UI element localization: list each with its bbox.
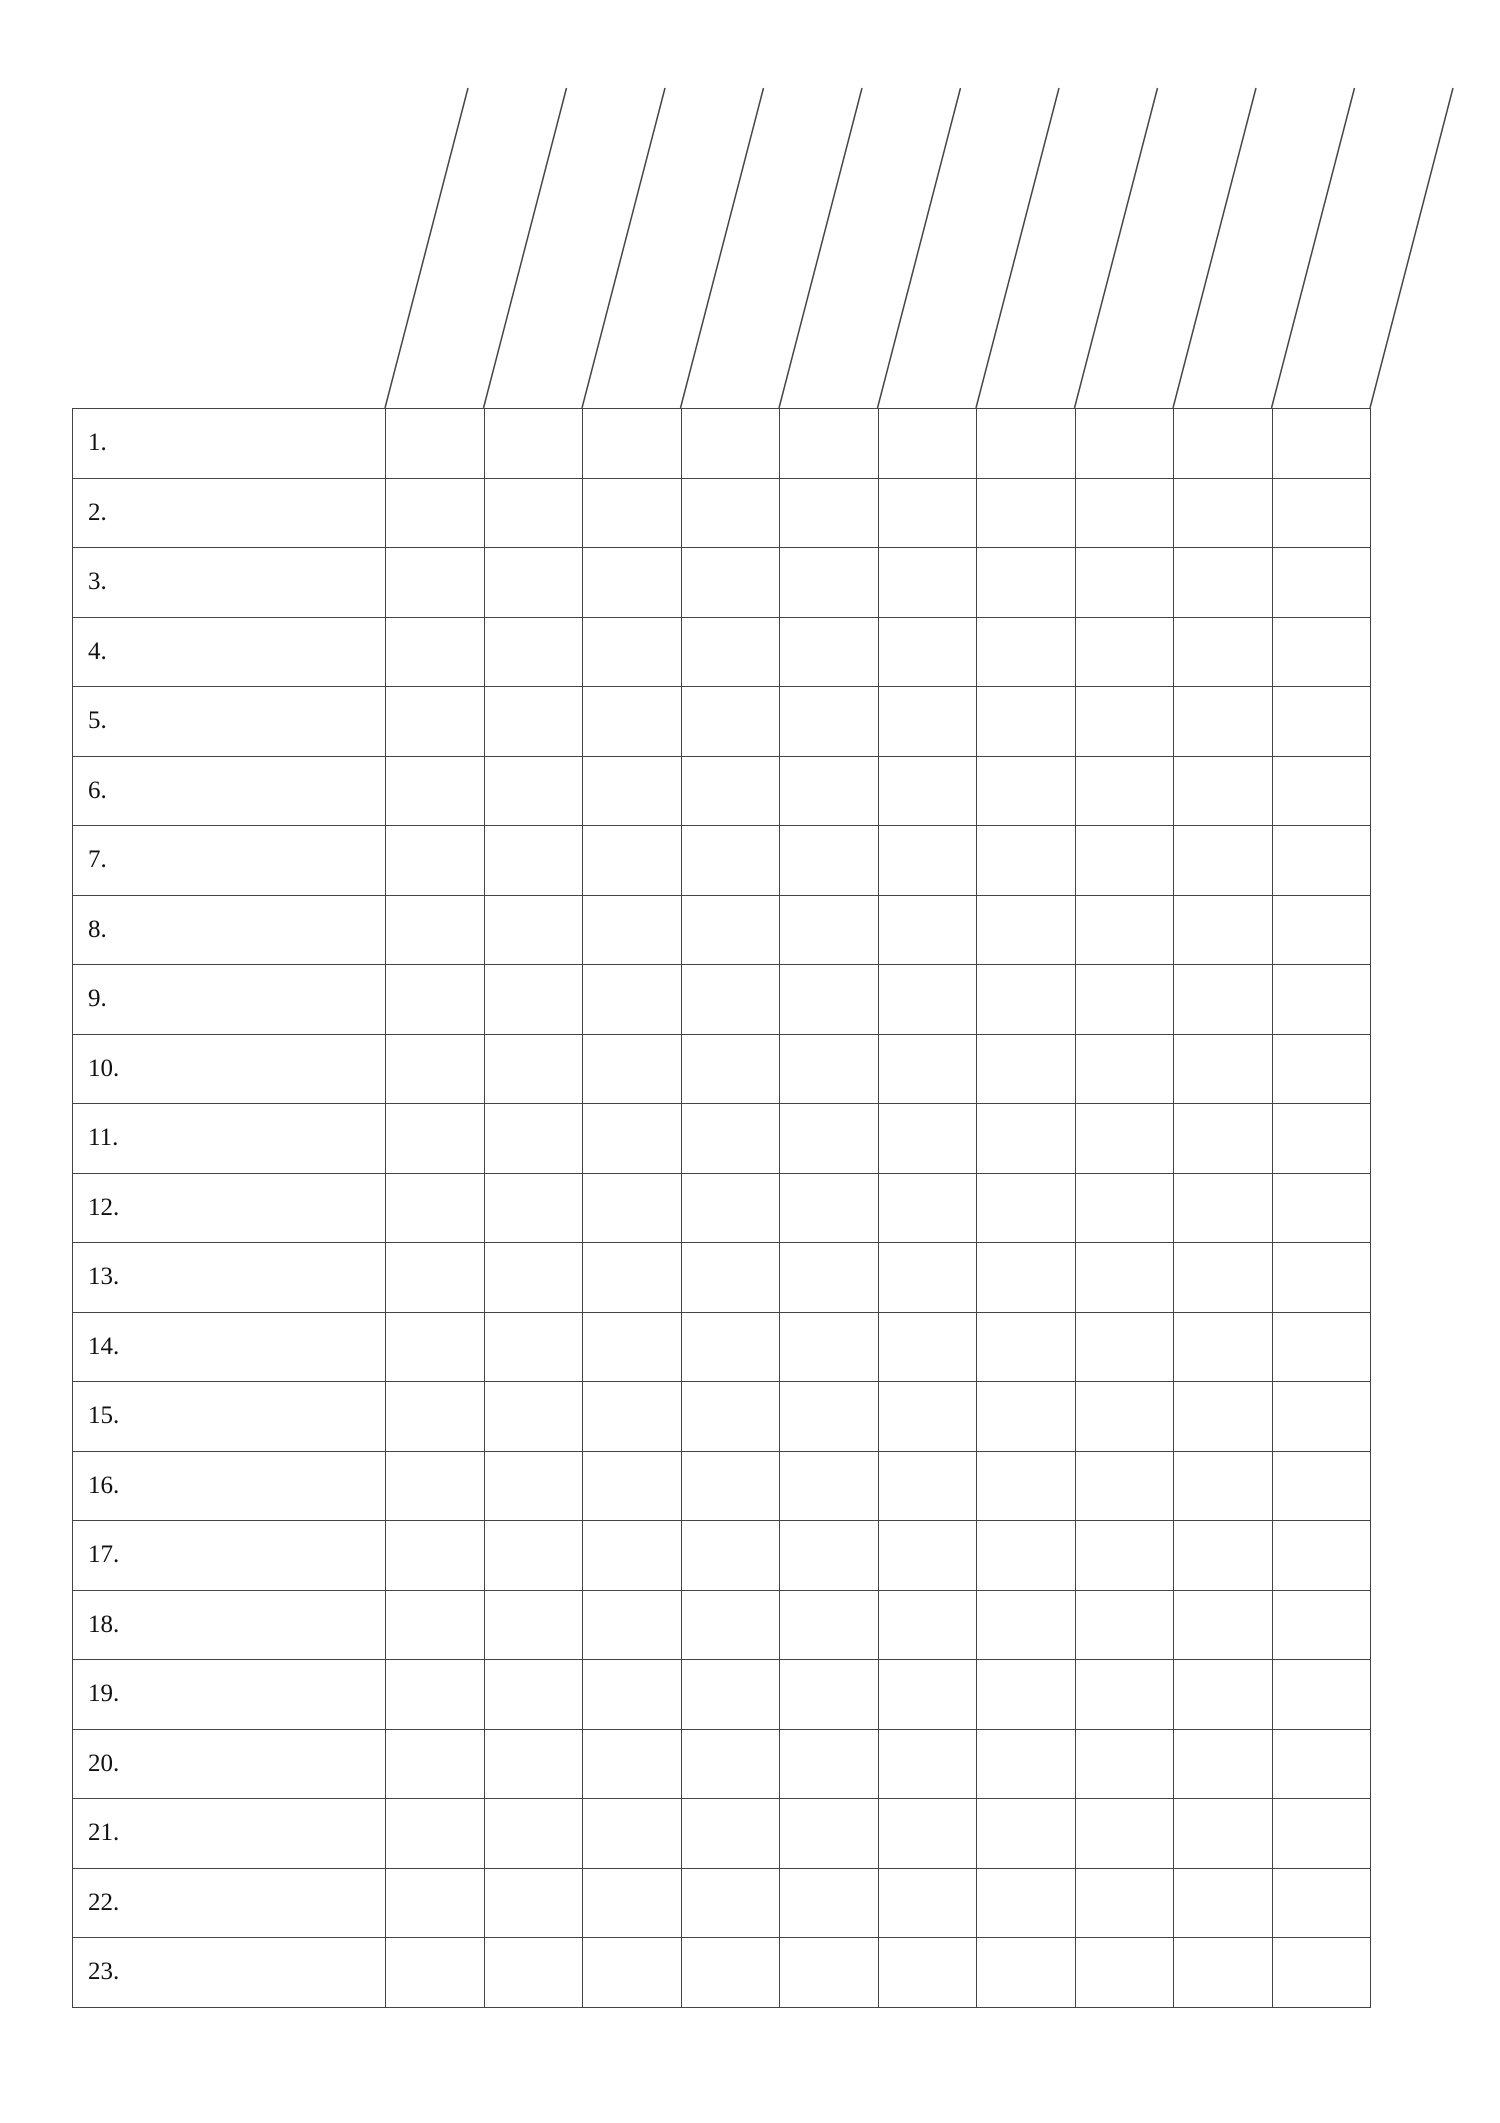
grid-cell[interactable] — [878, 687, 977, 757]
grid-cell[interactable] — [583, 1451, 682, 1521]
grid-cell[interactable] — [484, 1382, 583, 1452]
grid-cell[interactable] — [583, 1799, 682, 1869]
grid-cell[interactable] — [878, 1521, 977, 1591]
grid-cell[interactable] — [977, 895, 1076, 965]
grid-cell[interactable] — [583, 409, 682, 479]
column-header-divider — [681, 88, 764, 408]
grid-cell[interactable] — [1075, 548, 1174, 618]
grid-cell[interactable] — [386, 965, 485, 1035]
grid-cell[interactable] — [1075, 1243, 1174, 1313]
grid-cell[interactable] — [1075, 756, 1174, 826]
row-label: 15. — [73, 1382, 386, 1452]
grid-cell[interactable] — [484, 1590, 583, 1660]
grid-cell[interactable] — [1272, 1312, 1371, 1382]
grid-cell[interactable] — [878, 478, 977, 548]
grid-cell[interactable] — [977, 687, 1076, 757]
grid-cell[interactable] — [1174, 1521, 1273, 1591]
table-row — [73, 826, 1371, 896]
grid-cell[interactable] — [1075, 1382, 1174, 1452]
grid-cell[interactable] — [681, 1590, 780, 1660]
grid-cell[interactable] — [780, 1104, 879, 1174]
table-row — [73, 478, 1371, 548]
grid-cell[interactable] — [583, 617, 682, 687]
grid-cell[interactable] — [484, 1312, 583, 1382]
table-row — [73, 1034, 1371, 1104]
row-label: 13. — [73, 1243, 386, 1313]
grid-cell[interactable] — [583, 1382, 682, 1452]
grid-cell[interactable] — [878, 617, 977, 687]
table-row — [73, 1382, 1371, 1452]
table-row — [73, 1799, 1371, 1869]
table-row — [73, 1521, 1371, 1591]
grid-cell[interactable] — [583, 1243, 682, 1313]
grid-cell[interactable] — [484, 895, 583, 965]
table-row — [73, 1938, 1371, 2008]
grid-cell[interactable] — [681, 1312, 780, 1382]
grid-cell[interactable] — [583, 1590, 682, 1660]
row-label: 11. — [73, 1104, 386, 1174]
grid-cell[interactable] — [386, 1729, 485, 1799]
grid-cell[interactable] — [780, 617, 879, 687]
grid-cell[interactable] — [386, 1451, 485, 1521]
row-label: 10. — [73, 1034, 386, 1104]
grid-cell[interactable] — [878, 965, 977, 1035]
grid-cell[interactable] — [681, 826, 780, 896]
grid-cell[interactable] — [1174, 1729, 1273, 1799]
grid-cell[interactable] — [1272, 687, 1371, 757]
grid-cell[interactable] — [1174, 756, 1273, 826]
grid-cell[interactable] — [681, 478, 780, 548]
grid-cell[interactable] — [681, 1382, 780, 1452]
grid-cell[interactable] — [583, 965, 682, 1035]
grid-cell[interactable] — [780, 1729, 879, 1799]
grid-cell[interactable] — [780, 478, 879, 548]
grid-cell[interactable] — [977, 1590, 1076, 1660]
grid-cell[interactable] — [780, 548, 879, 618]
grid-cell[interactable] — [484, 1034, 583, 1104]
grid-cell[interactable] — [1075, 409, 1174, 479]
grid-cell[interactable] — [977, 409, 1076, 479]
row-label: 5. — [73, 687, 386, 757]
table-row — [73, 409, 1371, 479]
grid-cell[interactable] — [681, 756, 780, 826]
grid-cell[interactable] — [1174, 1799, 1273, 1869]
grid-cell[interactable] — [1174, 1243, 1273, 1313]
grid-cell[interactable] — [583, 826, 682, 896]
grid-cell[interactable] — [681, 548, 780, 618]
grid-cell[interactable] — [583, 1868, 682, 1938]
grid-cell[interactable] — [1174, 1590, 1273, 1660]
grid-cell[interactable] — [681, 617, 780, 687]
grid-cell[interactable] — [1075, 1729, 1174, 1799]
table-row — [73, 1451, 1371, 1521]
grid-cell[interactable] — [484, 965, 583, 1035]
grid-cell[interactable] — [780, 1868, 879, 1938]
table-row — [73, 965, 1371, 1035]
grid-cell[interactable] — [681, 1729, 780, 1799]
grid-cell[interactable] — [484, 826, 583, 896]
grid-cell[interactable] — [583, 687, 682, 757]
column-header-divider — [1173, 88, 1256, 408]
grid-cell[interactable] — [681, 965, 780, 1035]
grid-cell[interactable] — [977, 1382, 1076, 1452]
grid-cell[interactable] — [1272, 756, 1371, 826]
grid-cell[interactable] — [1272, 617, 1371, 687]
grid-cell[interactable] — [1272, 1938, 1371, 2008]
grid-cell[interactable] — [386, 1312, 485, 1382]
column-header-divider — [878, 88, 961, 408]
grid-cell[interactable] — [681, 1868, 780, 1938]
grid-cell[interactable] — [977, 1660, 1076, 1730]
grid-cell[interactable] — [1174, 409, 1273, 479]
grid-cell[interactable] — [386, 1799, 485, 1869]
grid-cell[interactable] — [1174, 1868, 1273, 1938]
grid-cell[interactable] — [977, 756, 1076, 826]
grid-cell[interactable] — [780, 1799, 879, 1869]
grid-cell[interactable] — [780, 756, 879, 826]
grid-cell[interactable] — [977, 1729, 1076, 1799]
grid-cell[interactable] — [1075, 1173, 1174, 1243]
grid-cell[interactable] — [1272, 478, 1371, 548]
grid-cell[interactable] — [386, 548, 485, 618]
table-row — [73, 895, 1371, 965]
grid-cell[interactable] — [583, 1521, 682, 1591]
grid-cell[interactable] — [780, 1521, 879, 1591]
grid-cell[interactable] — [1174, 548, 1273, 618]
grid-cell[interactable] — [878, 826, 977, 896]
grid-cell[interactable] — [484, 617, 583, 687]
row-label: 3. — [73, 548, 386, 618]
grid-cell[interactable] — [878, 1590, 977, 1660]
table-row — [73, 1104, 1371, 1174]
grid-cell[interactable] — [1075, 895, 1174, 965]
row-label: 12. — [73, 1173, 386, 1243]
grid-cell[interactable] — [1075, 617, 1174, 687]
grid-cell[interactable] — [583, 1938, 682, 2008]
grid-cell[interactable] — [583, 756, 682, 826]
grid-cell[interactable] — [386, 1382, 485, 1452]
grid-cell[interactable] — [1272, 1451, 1371, 1521]
grid-cell[interactable] — [1075, 1660, 1174, 1730]
grid-cell[interactable] — [780, 1034, 879, 1104]
grid-body — [73, 409, 1371, 2008]
grid-cell[interactable] — [583, 548, 682, 618]
grid-cell[interactable] — [1272, 1590, 1371, 1660]
grid-cell[interactable] — [780, 1382, 879, 1452]
grid-cell[interactable] — [386, 1104, 485, 1174]
row-label: 17. — [73, 1521, 386, 1591]
grid-cell[interactable] — [977, 1938, 1076, 2008]
grid-cell[interactable] — [878, 548, 977, 618]
column-header-divider — [484, 88, 567, 408]
grid-cell[interactable] — [780, 895, 879, 965]
grid-cell[interactable] — [1174, 1451, 1273, 1521]
row-label: 23. — [73, 1938, 386, 2008]
grid-cell[interactable] — [484, 1868, 583, 1938]
grid-cell[interactable] — [1272, 548, 1371, 618]
row-label: 18. — [73, 1590, 386, 1660]
grid-cell[interactable] — [780, 1243, 879, 1313]
table-row — [73, 1173, 1371, 1243]
grid-cell[interactable] — [977, 826, 1076, 896]
grid-cell[interactable] — [583, 895, 682, 965]
grid-cell[interactable] — [1272, 1729, 1371, 1799]
grid-cell[interactable] — [878, 1868, 977, 1938]
row-label: 4. — [73, 617, 386, 687]
grid-cell[interactable] — [878, 1799, 977, 1869]
grid-cell[interactable] — [681, 1521, 780, 1591]
grid-cell[interactable] — [484, 687, 583, 757]
grid-cell[interactable] — [583, 478, 682, 548]
grid-cell[interactable] — [1075, 1034, 1174, 1104]
grid-cell[interactable] — [977, 1521, 1076, 1591]
grid-cell[interactable] — [583, 1034, 682, 1104]
grid-cell[interactable] — [681, 1034, 780, 1104]
grid-cell[interactable] — [1174, 1312, 1273, 1382]
grid-cell[interactable] — [1075, 826, 1174, 896]
grid-cell[interactable] — [780, 965, 879, 1035]
table-row — [73, 1660, 1371, 1730]
grid-cell[interactable] — [878, 1312, 977, 1382]
grid-cell[interactable] — [1174, 895, 1273, 965]
grid-cell[interactable] — [1272, 1799, 1371, 1869]
grid-cell[interactable] — [484, 1243, 583, 1313]
column-header-divider — [1272, 88, 1355, 408]
grid-cell[interactable] — [386, 756, 485, 826]
grid-cell[interactable] — [386, 1034, 485, 1104]
grid-cell[interactable] — [1174, 687, 1273, 757]
grid-cell[interactable] — [386, 1173, 485, 1243]
row-label: 16. — [73, 1451, 386, 1521]
column-header-divider — [976, 88, 1059, 408]
grid-cell[interactable] — [977, 1173, 1076, 1243]
table-row — [73, 1729, 1371, 1799]
row-label: 9. — [73, 965, 386, 1035]
grid-cell[interactable] — [1272, 1243, 1371, 1313]
grid-cell[interactable] — [484, 1173, 583, 1243]
grid-cell[interactable] — [583, 1312, 682, 1382]
grid-cell[interactable] — [1174, 1660, 1273, 1730]
grid-cell[interactable] — [681, 687, 780, 757]
grid-cell[interactable] — [484, 1729, 583, 1799]
grid-cell[interactable] — [484, 1521, 583, 1591]
grid-cell[interactable] — [977, 617, 1076, 687]
grid-cell[interactable] — [878, 756, 977, 826]
grid-cell[interactable] — [878, 1173, 977, 1243]
grid-cell[interactable] — [977, 1451, 1076, 1521]
column-header-divider — [1370, 88, 1453, 408]
grid-cell[interactable] — [681, 1799, 780, 1869]
row-label: 7. — [73, 826, 386, 896]
grid-cell[interactable] — [1174, 478, 1273, 548]
grid-cell[interactable] — [1075, 965, 1174, 1035]
grid-cell[interactable] — [1272, 1104, 1371, 1174]
grid-cell[interactable] — [484, 756, 583, 826]
grid-cell[interactable] — [386, 895, 485, 965]
row-label: 20. — [73, 1729, 386, 1799]
grid-cell[interactable] — [484, 1451, 583, 1521]
grid-cell[interactable] — [878, 895, 977, 965]
grid-cell[interactable] — [780, 826, 879, 896]
grid-cell[interactable] — [1272, 826, 1371, 896]
grid-cell[interactable] — [386, 1243, 485, 1313]
grid-cell[interactable] — [1075, 1521, 1174, 1591]
grid-cell[interactable] — [681, 1173, 780, 1243]
grid-cell[interactable] — [386, 826, 485, 896]
table-row — [73, 687, 1371, 757]
row-label: 21. — [73, 1799, 386, 1869]
grid-cell[interactable] — [977, 1243, 1076, 1313]
grid-cell[interactable] — [681, 1451, 780, 1521]
table-row — [73, 548, 1371, 618]
grid-cell[interactable] — [878, 1729, 977, 1799]
grid-cell[interactable] — [1272, 965, 1371, 1035]
row-label: 8. — [73, 895, 386, 965]
grid-cell[interactable] — [1272, 1868, 1371, 1938]
grid-cell[interactable] — [386, 1521, 485, 1591]
grid-cell[interactable] — [1075, 1104, 1174, 1174]
grid-cell[interactable] — [1075, 1799, 1174, 1869]
grid-cell[interactable] — [1174, 1382, 1273, 1452]
grid-cell[interactable] — [1174, 1173, 1273, 1243]
grid-cell[interactable] — [1272, 1521, 1371, 1591]
grid-cell[interactable] — [977, 965, 1076, 1035]
grid-cell[interactable] — [386, 409, 485, 479]
grid-cell[interactable] — [583, 1173, 682, 1243]
column-header-divider — [582, 88, 665, 408]
grid-cell[interactable] — [1272, 1382, 1371, 1452]
column-header-divider — [385, 88, 468, 408]
grid-cell[interactable] — [878, 1034, 977, 1104]
grid-cell[interactable] — [484, 1104, 583, 1174]
grid-cell[interactable] — [386, 617, 485, 687]
grid-cell[interactable] — [386, 1868, 485, 1938]
table-row — [73, 617, 1371, 687]
grid-cell[interactable] — [878, 1382, 977, 1452]
grid-cell[interactable] — [1075, 1868, 1174, 1938]
grid-cell[interactable] — [1075, 1451, 1174, 1521]
row-label: 1. — [73, 409, 386, 479]
row-label: 6. — [73, 756, 386, 826]
grid-cell[interactable] — [977, 1799, 1076, 1869]
table-row — [73, 1590, 1371, 1660]
grid-cell[interactable] — [780, 409, 879, 479]
grid-cell[interactable] — [977, 548, 1076, 618]
grid-cell[interactable] — [1174, 617, 1273, 687]
slanted-column-header-lines — [0, 0, 1500, 420]
grid-cell[interactable] — [681, 1660, 780, 1730]
grid-cell[interactable] — [977, 1868, 1076, 1938]
grid-cell[interactable] — [1174, 1104, 1273, 1174]
table-row — [73, 1243, 1371, 1313]
grid-cell[interactable] — [386, 1660, 485, 1730]
checklist-grid — [72, 408, 1371, 2008]
grid-cell[interactable] — [484, 478, 583, 548]
grid-cell[interactable] — [1174, 965, 1273, 1035]
grid-cell[interactable] — [583, 1660, 682, 1730]
grid-cell[interactable] — [484, 1799, 583, 1869]
column-header-divider — [1075, 88, 1158, 408]
grid-cell[interactable] — [780, 1173, 879, 1243]
row-label: 2. — [73, 478, 386, 548]
grid-cell[interactable] — [1075, 1590, 1174, 1660]
grid-cell[interactable] — [1272, 895, 1371, 965]
row-label: 14. — [73, 1312, 386, 1382]
grid-cell[interactable] — [878, 1660, 977, 1730]
row-label: 19. — [73, 1660, 386, 1730]
grid-cell[interactable] — [878, 1243, 977, 1313]
grid-cell[interactable] — [780, 1590, 879, 1660]
grid-cell[interactable] — [878, 1938, 977, 2008]
grid-cell[interactable] — [1075, 1312, 1174, 1382]
grid-cell[interactable] — [681, 1938, 780, 2008]
table-row — [73, 1312, 1371, 1382]
grid-cell[interactable] — [386, 1590, 485, 1660]
grid-cell[interactable] — [780, 687, 879, 757]
grid-cell[interactable] — [1272, 1173, 1371, 1243]
grid-cell[interactable] — [1272, 1034, 1371, 1104]
grid-cell[interactable] — [878, 409, 977, 479]
grid-cell[interactable] — [1272, 1660, 1371, 1730]
grid-cell[interactable] — [977, 478, 1076, 548]
table-row — [73, 756, 1371, 826]
grid-cell[interactable] — [681, 1104, 780, 1174]
grid-cell[interactable] — [681, 1243, 780, 1313]
grid-cell[interactable] — [484, 1938, 583, 2008]
grid-cell[interactable] — [780, 1312, 879, 1382]
table-row — [73, 1868, 1371, 1938]
grid-cell[interactable] — [1075, 687, 1174, 757]
grid-cell[interactable] — [484, 409, 583, 479]
grid-cell[interactable] — [878, 1104, 977, 1174]
grid-cell[interactable] — [484, 548, 583, 618]
grid-cell[interactable] — [780, 1938, 879, 2008]
grid-cell[interactable] — [977, 1312, 1076, 1382]
grid-cell[interactable] — [1075, 478, 1174, 548]
grid-cell[interactable] — [386, 687, 485, 757]
grid-cell[interactable] — [977, 1104, 1076, 1174]
grid-cell[interactable] — [681, 895, 780, 965]
grid-cell[interactable] — [583, 1104, 682, 1174]
column-header-divider — [779, 88, 862, 408]
grid-cell[interactable] — [1272, 409, 1371, 479]
grid-cell[interactable] — [386, 478, 485, 548]
grid-cell[interactable] — [484, 1660, 583, 1730]
grid-cell[interactable] — [977, 1034, 1076, 1104]
grid-cell[interactable] — [681, 409, 780, 479]
grid-cell[interactable] — [780, 1451, 879, 1521]
grid-cell[interactable] — [386, 1938, 485, 2008]
grid-cell[interactable] — [878, 1451, 977, 1521]
grid-cell[interactable] — [1174, 826, 1273, 896]
grid-cell[interactable] — [583, 1729, 682, 1799]
grid-cell[interactable] — [1174, 1034, 1273, 1104]
row-label: 22. — [73, 1868, 386, 1938]
grid-cell[interactable] — [1075, 1938, 1174, 2008]
grid-cell[interactable] — [1174, 1938, 1273, 2008]
grid-cell[interactable] — [780, 1660, 879, 1730]
